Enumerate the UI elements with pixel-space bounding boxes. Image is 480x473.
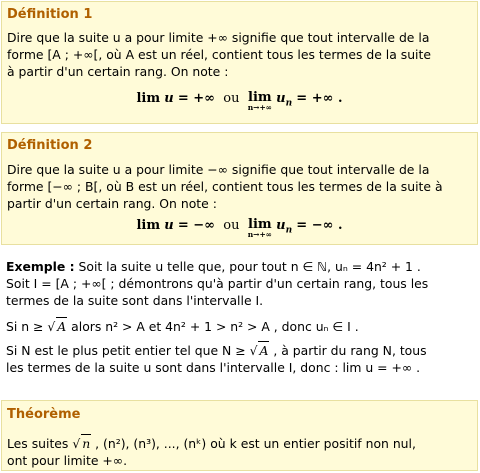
sequence-index: n: [285, 225, 293, 236]
definition-2-equation: [2, 218, 477, 239]
lim-operator: lim: [248, 90, 272, 105]
sequence-term: u: [276, 91, 286, 106]
example-line-6: les termes de la suite u sont dans l'intervalle I, donc : lim u = +∞ .: [6, 360, 421, 375]
definition-2-line-2: forme [−∞ ; B[, où B est un réel, contient tous les termes de la suite à: [7, 179, 443, 194]
sequence-symbol: u: [164, 91, 174, 106]
theorem-line-1: [7, 434, 471, 452]
definition-1-text: [7, 29, 471, 80]
lim-operator: lim: [248, 217, 272, 232]
example-line-4: [6, 317, 472, 335]
definition-2-title: Définition 2: [7, 138, 93, 153]
example-label: Exemple :: [6, 259, 75, 274]
sqrt-radicand: n: [82, 436, 91, 451]
example-text: [6, 258, 472, 376]
sqrt-sign: √: [249, 343, 258, 358]
definition-1-line-1: Dire que la suite u a pour limite +∞ signifie que tout intervalle de la: [7, 30, 430, 45]
definition-2-line-3: partir d'un certain rang. On note :: [7, 196, 217, 211]
sequence-index: n: [285, 98, 293, 109]
example-line-1: [6, 258, 472, 275]
limit-value: = −∞ .: [296, 218, 343, 233]
definition-1-line-2: forme [A ; +∞[, où A est un réel, contient tous les termes de la suite: [7, 47, 431, 62]
definition-1-box: [1, 1, 478, 124]
theorem-line-1-start: Les suites: [7, 436, 73, 451]
lim-operator: lim: [136, 218, 161, 233]
sequence-term: u: [276, 218, 286, 233]
theorem-line-2: ont pour limite +∞.: [7, 453, 128, 468]
lim-operator: lim: [136, 91, 161, 106]
example-line-5-end: , à partir du rang N, tous: [269, 343, 427, 358]
limit-subscript: n→+∞: [247, 103, 273, 112]
sqrt-sign: √: [72, 436, 81, 451]
theorem-text: [7, 434, 471, 469]
sqrt-radicand: A: [57, 319, 67, 334]
limit-subscript: n→+∞: [247, 230, 273, 239]
example-section: [1, 258, 478, 393]
or-word: ou: [223, 218, 240, 233]
definition-2-box: [1, 132, 478, 245]
example-line-4-start: Si n ≥: [6, 319, 48, 334]
definition-1-equation: [2, 91, 477, 112]
limit-value: = +∞ .: [296, 91, 343, 106]
or-word: ou: [223, 91, 240, 106]
definition-1-line-3: à partir d'un certain rang. On note :: [7, 64, 229, 79]
limit-with-subscript: [248, 218, 272, 239]
example-line-1-text: Soit la suite u telle que, pour tout n ∈ ℕ, uₙ = 4n² + 1 .: [74, 259, 421, 274]
limit-value: = −∞: [177, 218, 215, 233]
sqrt-radicand: A: [259, 343, 269, 358]
definition-2-text: [7, 161, 471, 212]
limit-with-subscript: [248, 91, 272, 112]
sqrt-sign: √: [47, 319, 56, 334]
example-line-2: Soit I = [A ; +∞[ ; démontrons qu'à partir d'un certain rang, tous les: [6, 276, 429, 291]
definition-2-line-1: Dire que la suite u a pour limite −∞ signifie que tout intervalle de la: [7, 162, 430, 177]
theorem-title: Théorème: [7, 407, 81, 422]
theorem-box: [1, 400, 478, 471]
example-line-5: [6, 341, 472, 359]
example-line-3: termes de la suite sont dans l'intervalle I.: [6, 293, 264, 308]
definition-1-title: Définition 1: [7, 7, 93, 22]
limit-value: = +∞: [177, 91, 215, 106]
theorem-line-1-end: , (n²), (n³), ..., (nᵏ) où k est un entier positif non nul,: [91, 436, 416, 451]
example-line-4-end: alors n² > A et 4n² + 1 > n² > A , donc uₙ ∈ I .: [67, 319, 359, 334]
sequence-symbol: u: [164, 218, 174, 233]
example-line-5-start: Si N est le plus petit entier tel que N ≥: [6, 343, 250, 358]
